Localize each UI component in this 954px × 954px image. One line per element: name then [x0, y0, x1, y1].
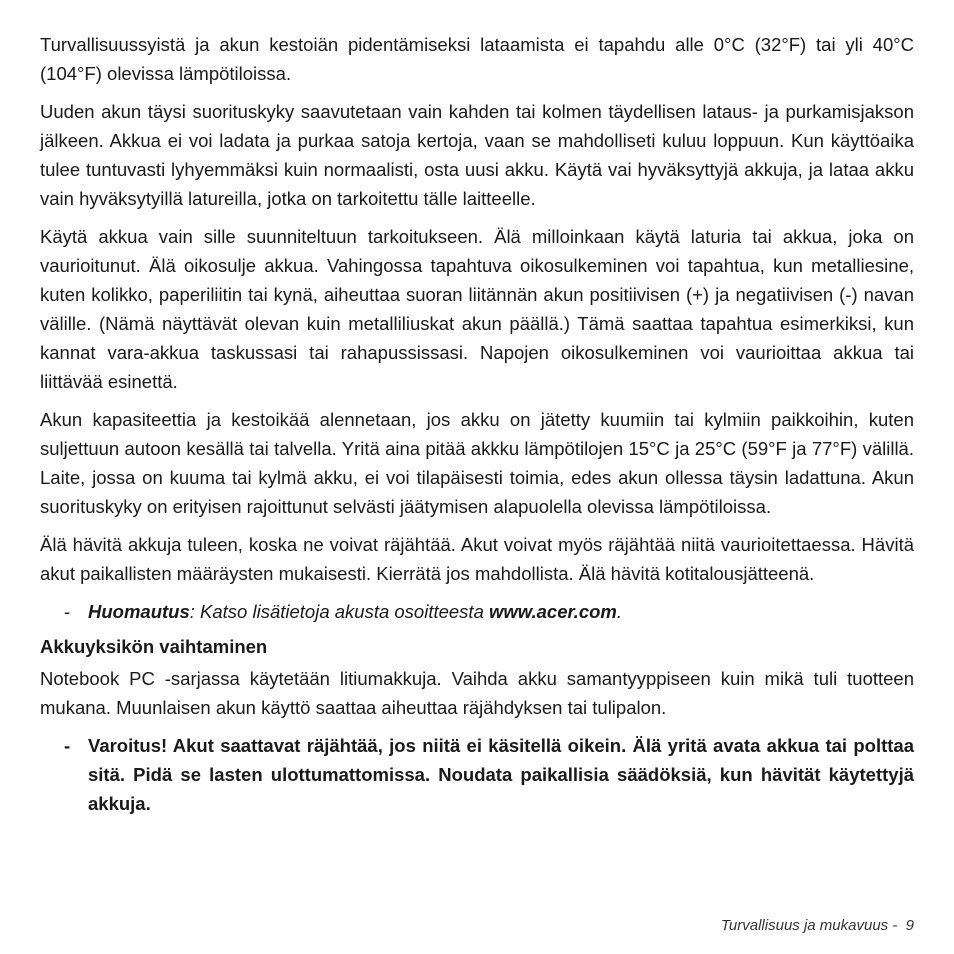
note-text: : Katso lisätietoja akusta osoitteesta: [189, 601, 490, 622]
note-item: [40, 597, 914, 626]
paragraph-battery-replacement: Notebook PC -sarjassa käytetään litiumakkuja. Vaihda akku samantyyppiseen kuin mikä tuli tuotteen mukana. Muunlaisen akun käyttö saattaa aiheuttaa räjähdyksen tai tulipalon.: [40, 668, 914, 718]
paragraph-battery-disposal: Älä hävitä akkuja tuleen, koska ne voivat räjähtää. Akut voivat myös räjähtää niitä vaurioitettaessa. Hävitä akut paikallisten määräysten mukaisesti. Kierrätä jos mahdollista. Älä hävitä kotitalousjätteenä.: [40, 534, 914, 584]
paragraph-battery-capacity: Akun kapasiteettia ja kestoikää alennetaan, jos akku on jätetty kuumiin tai kylmiin paikkoihin, kuten suljettuun autoon kesällä tai talvella. Yritä aina pitää akkku lämpötilojen 15°C ja 25°C (59°F ja 77°F) välillä. Laite, jossa on kuuma tai kylmä akku, ei voi tilapäisesti toimia, edes akun ollessa täysin ladattuna. Akun suorituskyky on erityisen rajoittunut selvästi jäätymisen alapuolella olevissa lämpötiloissa.: [40, 409, 914, 517]
note-body: [88, 597, 914, 626]
paragraph-battery-performance: Uuden akun täysi suorituskyky saavutetaan vain kahden tai kolmen täydellisen lataus- ja purkamisjakson jälkeen. Akkua ei voi ladata ja purkaa satoja kertoja, vaan se mahdolliseti kuluu loppuun. Kun käyttöaika tulee tuntuvasti lyhyemmäksi kuin normaalisti, osta uusi akku. Käytä vai hyväksyttyjä akkuja, ja lataa akku vain hyväksytyillä latureilla, jotka on tarkoitettu tälle laitteelle.: [40, 101, 914, 209]
section-heading: Akkuyksikön vaihtaminen: [40, 636, 268, 657]
note-dash: -: [64, 601, 71, 622]
note-end: .: [616, 601, 623, 622]
note-label: Huomautus: [88, 601, 190, 622]
warning-dash: -: [64, 735, 71, 756]
page-content: [40, 30, 914, 818]
warning-item: [40, 731, 914, 818]
warning-text: Varoitus! Akut saattavat räjähtää, jos niitä ei käsitellä oikein. Älä yritä avata akkua tai polttaa sitä. Pidä se lasten ulottumattomissa. Noudata paikallisia säädöksiä, kun hävität käytettyjä akkuja.: [88, 735, 914, 814]
paragraph-charging-temperature: Turvallisuussyistä ja akun kestoiän pidentämiseksi lataamista ei tapahdu alle 0°C (32°F) tai yli 40°C (104°F) olevissa lämpötiloissa.: [40, 34, 914, 84]
page-footer: Turvallisuus ja mukavuus - 9: [720, 917, 914, 934]
paragraph-battery-usage: Käytä akkua vain sille suunniteltuun tarkoitukseen. Älä milloinkaan käytä laturia tai akkua, joka on vaurioitunut. Älä oikosulje akkua. Vahingossa tapahtuva oikosulkeminen voi tapahtua, kun metalliesine, kuten kolikko, paperiliitin tai kynä, aiheuttaa suoran liitännän akun positiivisen (+) ja negatiivisen (-) navan välille. (Nämä näyttävät olevan kuin metalliliuskat akun päällä.) Tämä saattaa tapahtua esimerkiksi, kun kannat vara-akkua taskussasi tai rahapussissasi. Napojen oikosulkeminen voi vaurioittaa akkua tai liittävää esinettä.: [40, 226, 914, 392]
note-link[interactable]: www.acer.com: [489, 601, 617, 622]
